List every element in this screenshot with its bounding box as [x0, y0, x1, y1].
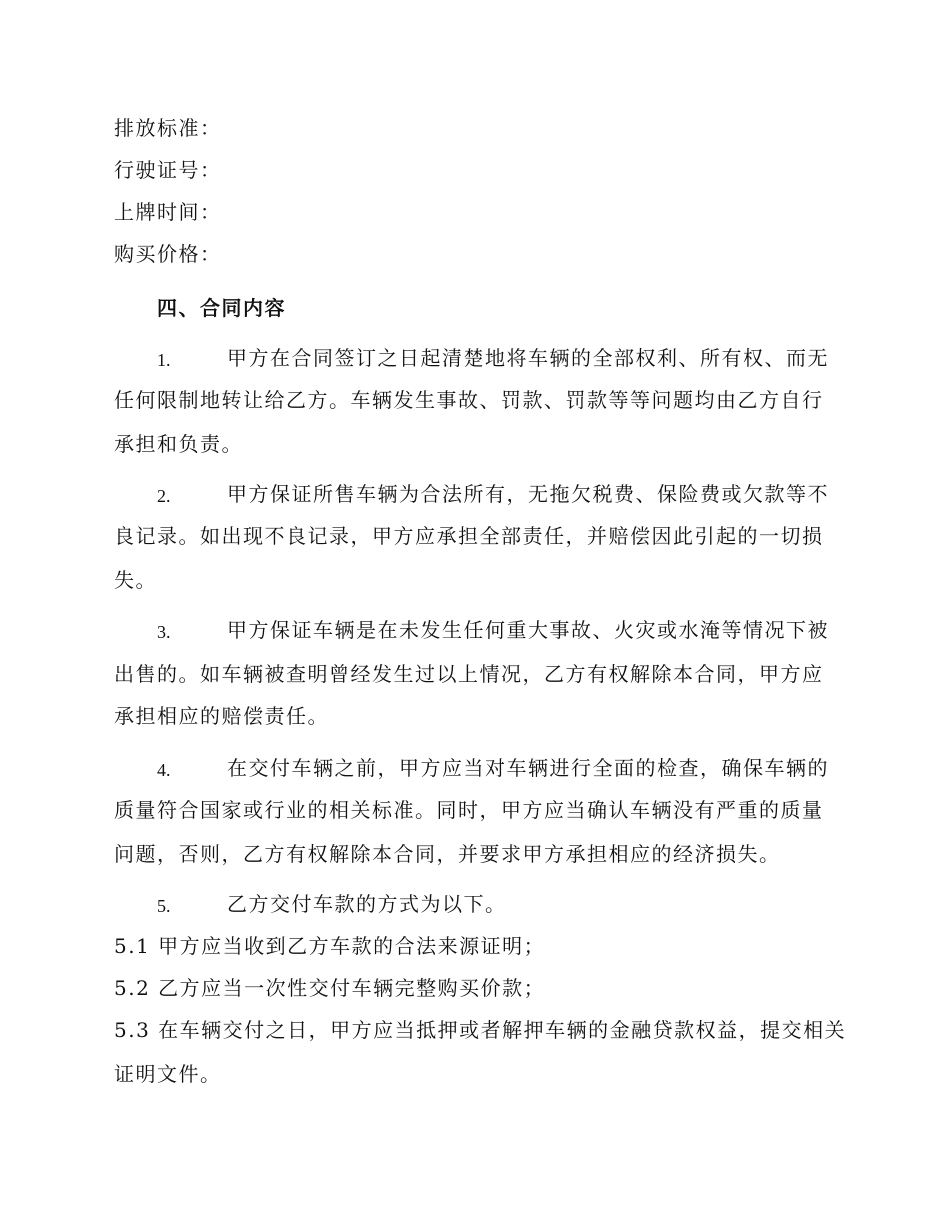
clause-5-line-1: 乙方交付车款的方式为以下。 [227, 892, 507, 916]
sub-item-5-2: 5.2 乙方应当一次性交付车辆完整购买价款； [114, 976, 546, 1000]
sub-item-5-3-line-2: 证明文件。 [114, 1062, 222, 1086]
clause-5-number: 5. [157, 896, 171, 916]
field-plate-date: 上牌时间： [114, 200, 222, 224]
clause-2-number: 2. [157, 486, 171, 506]
clause-4-line-1: 在交付车辆之前，甲方应当对车辆进行全面的检查，确保车辆的 [227, 756, 829, 780]
clause-4-line-2: 质量符合国家或行业的相关标准。同时，甲方应当确认车辆没有严重的质量 [114, 798, 824, 822]
field-purchase-price: 购买价格： [114, 242, 222, 266]
clause-3-line-1: 甲方保证车辆是在未发生任何重大事故、火灾或水淹等情况下被 [227, 618, 829, 642]
sub-item-5-3-line-1: 5.3 在车辆交付之日，甲方应当抵押或者解押车辆的金融贷款权益，提交相关 [114, 1018, 847, 1042]
section-heading: 四、合同内容 [157, 296, 286, 320]
clause-3-line-2: 出售的。如车辆被查明曾经发生过以上情况，乙方有权解除本合同，甲方应 [114, 662, 824, 686]
clause-1-line-3: 承担和负责。 [114, 432, 243, 456]
clause-2-line-1: 甲方保证所售车辆为合法所有，无拖欠税费、保险费或欠款等不 [227, 482, 829, 506]
clause-1-number: 1. [157, 350, 171, 370]
clause-1-line-2: 任何限制地转让给乙方。车辆发生事故、罚款、罚款等等问题均由乙方自行 [114, 388, 824, 412]
clause-2-line-3: 失。 [114, 568, 157, 592]
clause-1-line-1: 甲方在合同签订之日起清楚地将车辆的全部权利、所有权、而无 [227, 346, 829, 370]
clause-4-line-3: 问题，否则，乙方有权解除本合同，并要求甲方承担相应的经济损失。 [114, 842, 781, 866]
clause-3-line-3: 承担相应的赔偿责任。 [114, 704, 329, 728]
field-license-number: 行驶证号： [114, 158, 222, 182]
clause-2-line-2: 良记录。如出现不良记录，甲方应承担全部责任，并赔偿因此引起的一切损 [114, 524, 824, 548]
field-emission-standard: 排放标准： [114, 116, 222, 140]
clause-4-number: 4. [157, 760, 171, 780]
sub-item-5-1: 5.1 甲方应当收到乙方车款的合法来源证明； [114, 934, 546, 958]
clause-3-number: 3. [157, 622, 171, 642]
